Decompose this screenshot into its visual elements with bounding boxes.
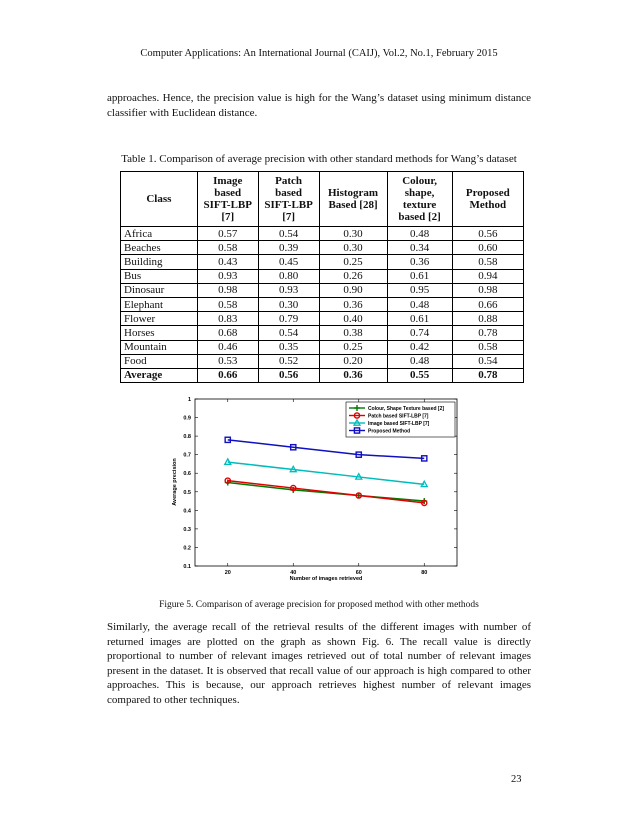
cell-histogram: 0.90 [319, 283, 387, 297]
x-axis-label: Number of images retrieved [289, 576, 363, 582]
cell-histogram: 0.30 [319, 227, 387, 241]
cell-colour-shape-texture: 0.55 [387, 368, 452, 382]
cell-colour-shape-texture: 0.36 [387, 255, 452, 269]
cell-class: Beaches [121, 241, 198, 255]
y-tick-label: 0.1 [183, 564, 191, 570]
cell-histogram: 0.26 [319, 269, 387, 283]
table-row [121, 227, 524, 241]
page-number: 23 [511, 774, 522, 785]
cell-image-sift-lbp: 0.58 [197, 241, 258, 255]
cell-image-sift-lbp: 0.66 [197, 368, 258, 382]
cell-proposed: 0.58 [452, 340, 523, 354]
table-caption: Table 1. Comparison of average precision with other standard methods for Wang’s dataset [121, 153, 517, 165]
table-row [121, 255, 524, 269]
cell-class: Elephant [121, 297, 198, 311]
cell-image-sift-lbp: 0.83 [197, 312, 258, 326]
cell-image-sift-lbp: 0.58 [197, 297, 258, 311]
legend-label: Image based SIFT-LBP [7] [368, 420, 430, 427]
table-row [121, 283, 524, 297]
cell-image-sift-lbp: 0.68 [197, 326, 258, 340]
cell-colour-shape-texture: 0.95 [387, 283, 452, 297]
cell-proposed: 0.60 [452, 241, 523, 255]
cell-class: Africa [121, 227, 198, 241]
cell-class: Average [121, 368, 198, 382]
cell-patch-sift-lbp: 0.30 [258, 297, 319, 311]
table-average-row [121, 368, 524, 382]
cell-colour-shape-texture: 0.48 [387, 227, 452, 241]
cell-proposed: 0.88 [452, 312, 523, 326]
x-tick-label: 20 [224, 570, 231, 576]
cell-class: Mountain [121, 340, 198, 354]
comparison-table [120, 171, 524, 383]
cell-patch-sift-lbp: 0.45 [258, 255, 319, 269]
cell-histogram: 0.25 [319, 255, 387, 269]
table-row [121, 241, 524, 255]
header-colour-shape-texture: Colour, shape, texture based [2] [387, 172, 452, 227]
running-header: Computer Applications: An International Journal (CAIJ), Vol.2, No.1, February 2015 [140, 48, 498, 59]
table-row [121, 312, 524, 326]
header-histogram: Histogram Based [28] [319, 172, 387, 227]
y-tick-label: 0.5 [183, 489, 191, 496]
precision-chart-svg [150, 390, 470, 585]
cell-colour-shape-texture: 0.74 [387, 326, 452, 340]
cell-patch-sift-lbp: 0.80 [258, 269, 319, 283]
table-row [121, 326, 524, 340]
legend-label: Colour, Shape Texture based [2] [368, 405, 445, 412]
x-tick-label: 40 [290, 570, 297, 576]
cell-class: Horses [121, 326, 198, 340]
cell-patch-sift-lbp: 0.39 [258, 241, 319, 255]
cell-colour-shape-texture: 0.61 [387, 269, 452, 283]
cell-histogram: 0.36 [319, 297, 387, 311]
cell-colour-shape-texture: 0.61 [387, 312, 452, 326]
table-row [121, 340, 524, 354]
cell-proposed: 0.98 [452, 283, 523, 297]
y-tick-label: 0.2 [183, 545, 191, 552]
cell-proposed: 0.58 [452, 255, 523, 269]
cell-image-sift-lbp: 0.93 [197, 269, 258, 283]
cell-colour-shape-texture: 0.42 [387, 340, 452, 354]
cell-colour-shape-texture: 0.48 [387, 297, 452, 311]
cell-histogram: 0.40 [319, 312, 387, 326]
cell-image-sift-lbp: 0.57 [197, 227, 258, 241]
y-tick-label: 0.8 [183, 434, 191, 441]
y-tick-label: 0.9 [183, 415, 191, 422]
x-tick-label: 80 [421, 570, 428, 576]
cell-proposed: 0.66 [452, 297, 523, 311]
header-class: Class [121, 172, 198, 227]
header-patch-sift-lbp: Patch based SIFT-LBP [7] [258, 172, 319, 227]
cell-histogram: 0.30 [319, 241, 387, 255]
cell-image-sift-lbp: 0.46 [197, 340, 258, 354]
header-image-sift-lbp: Image based SIFT-LBP [7] [197, 172, 258, 227]
table-header-row [121, 172, 524, 227]
cell-patch-sift-lbp: 0.93 [258, 283, 319, 297]
cell-histogram: 0.25 [319, 340, 387, 354]
cell-image-sift-lbp: 0.98 [197, 283, 258, 297]
y-tick-label: 0.6 [183, 471, 191, 478]
precision-chart [150, 390, 470, 585]
cell-colour-shape-texture: 0.34 [387, 241, 452, 255]
table-row [121, 354, 524, 368]
cell-patch-sift-lbp: 0.54 [258, 326, 319, 340]
cell-patch-sift-lbp: 0.56 [258, 368, 319, 382]
cell-patch-sift-lbp: 0.35 [258, 340, 319, 354]
cell-patch-sift-lbp: 0.54 [258, 227, 319, 241]
cell-proposed: 0.56 [452, 227, 523, 241]
figure-caption: Figure 5. Comparison of average precision for proposed method with other methods [159, 600, 479, 610]
paragraph-recall: Similarly, the average recall of the retrieval results of the different images with number of returned images are plotted on the graph as shown Fig. 6. The recall value is directly proportional to number of relevant images retrieved out of total number of relevant images present in the dataset. It is observed that recall value of our approach is high compared to other approaches. This is because, our approach retrieves highest number of relevant images compared to other techniques. [107, 621, 531, 706]
cell-class: Bus [121, 269, 198, 283]
cell-proposed: 0.78 [452, 368, 523, 382]
cell-proposed: 0.78 [452, 326, 523, 340]
cell-class: Food [121, 354, 198, 368]
cell-class: Building [121, 255, 198, 269]
header-proposed: Proposed Method [452, 172, 523, 227]
chart-legend [346, 402, 455, 437]
cell-image-sift-lbp: 0.43 [197, 255, 258, 269]
paragraph-intro: approaches. Hence, the precision value is high for the Wang’s dataset using minimum distance classifier with Euclidean distance. [107, 92, 531, 119]
y-axis-label: Average precision [172, 458, 178, 506]
x-tick-label: 60 [355, 570, 362, 576]
cell-colour-shape-texture: 0.48 [387, 354, 452, 368]
cell-histogram: 0.38 [319, 326, 387, 340]
cell-patch-sift-lbp: 0.52 [258, 354, 319, 368]
cell-proposed: 0.54 [452, 354, 523, 368]
cell-proposed: 0.94 [452, 269, 523, 283]
cell-histogram: 0.36 [319, 368, 387, 382]
y-tick-label: 0.4 [183, 508, 191, 515]
y-tick-label: 1 [187, 397, 191, 403]
cell-patch-sift-lbp: 0.79 [258, 312, 319, 326]
cell-class: Dinosaur [121, 283, 198, 297]
table-row [121, 297, 524, 311]
cell-histogram: 0.20 [319, 354, 387, 368]
legend-label: Proposed Method [368, 428, 411, 435]
y-tick-label: 0.3 [183, 526, 191, 533]
cell-image-sift-lbp: 0.53 [197, 354, 258, 368]
cell-class: Flower [121, 312, 198, 326]
legend-label: Patch based SIFT-LBP [7] [368, 413, 429, 420]
y-tick-label: 0.7 [183, 452, 191, 459]
table-row [121, 269, 524, 283]
